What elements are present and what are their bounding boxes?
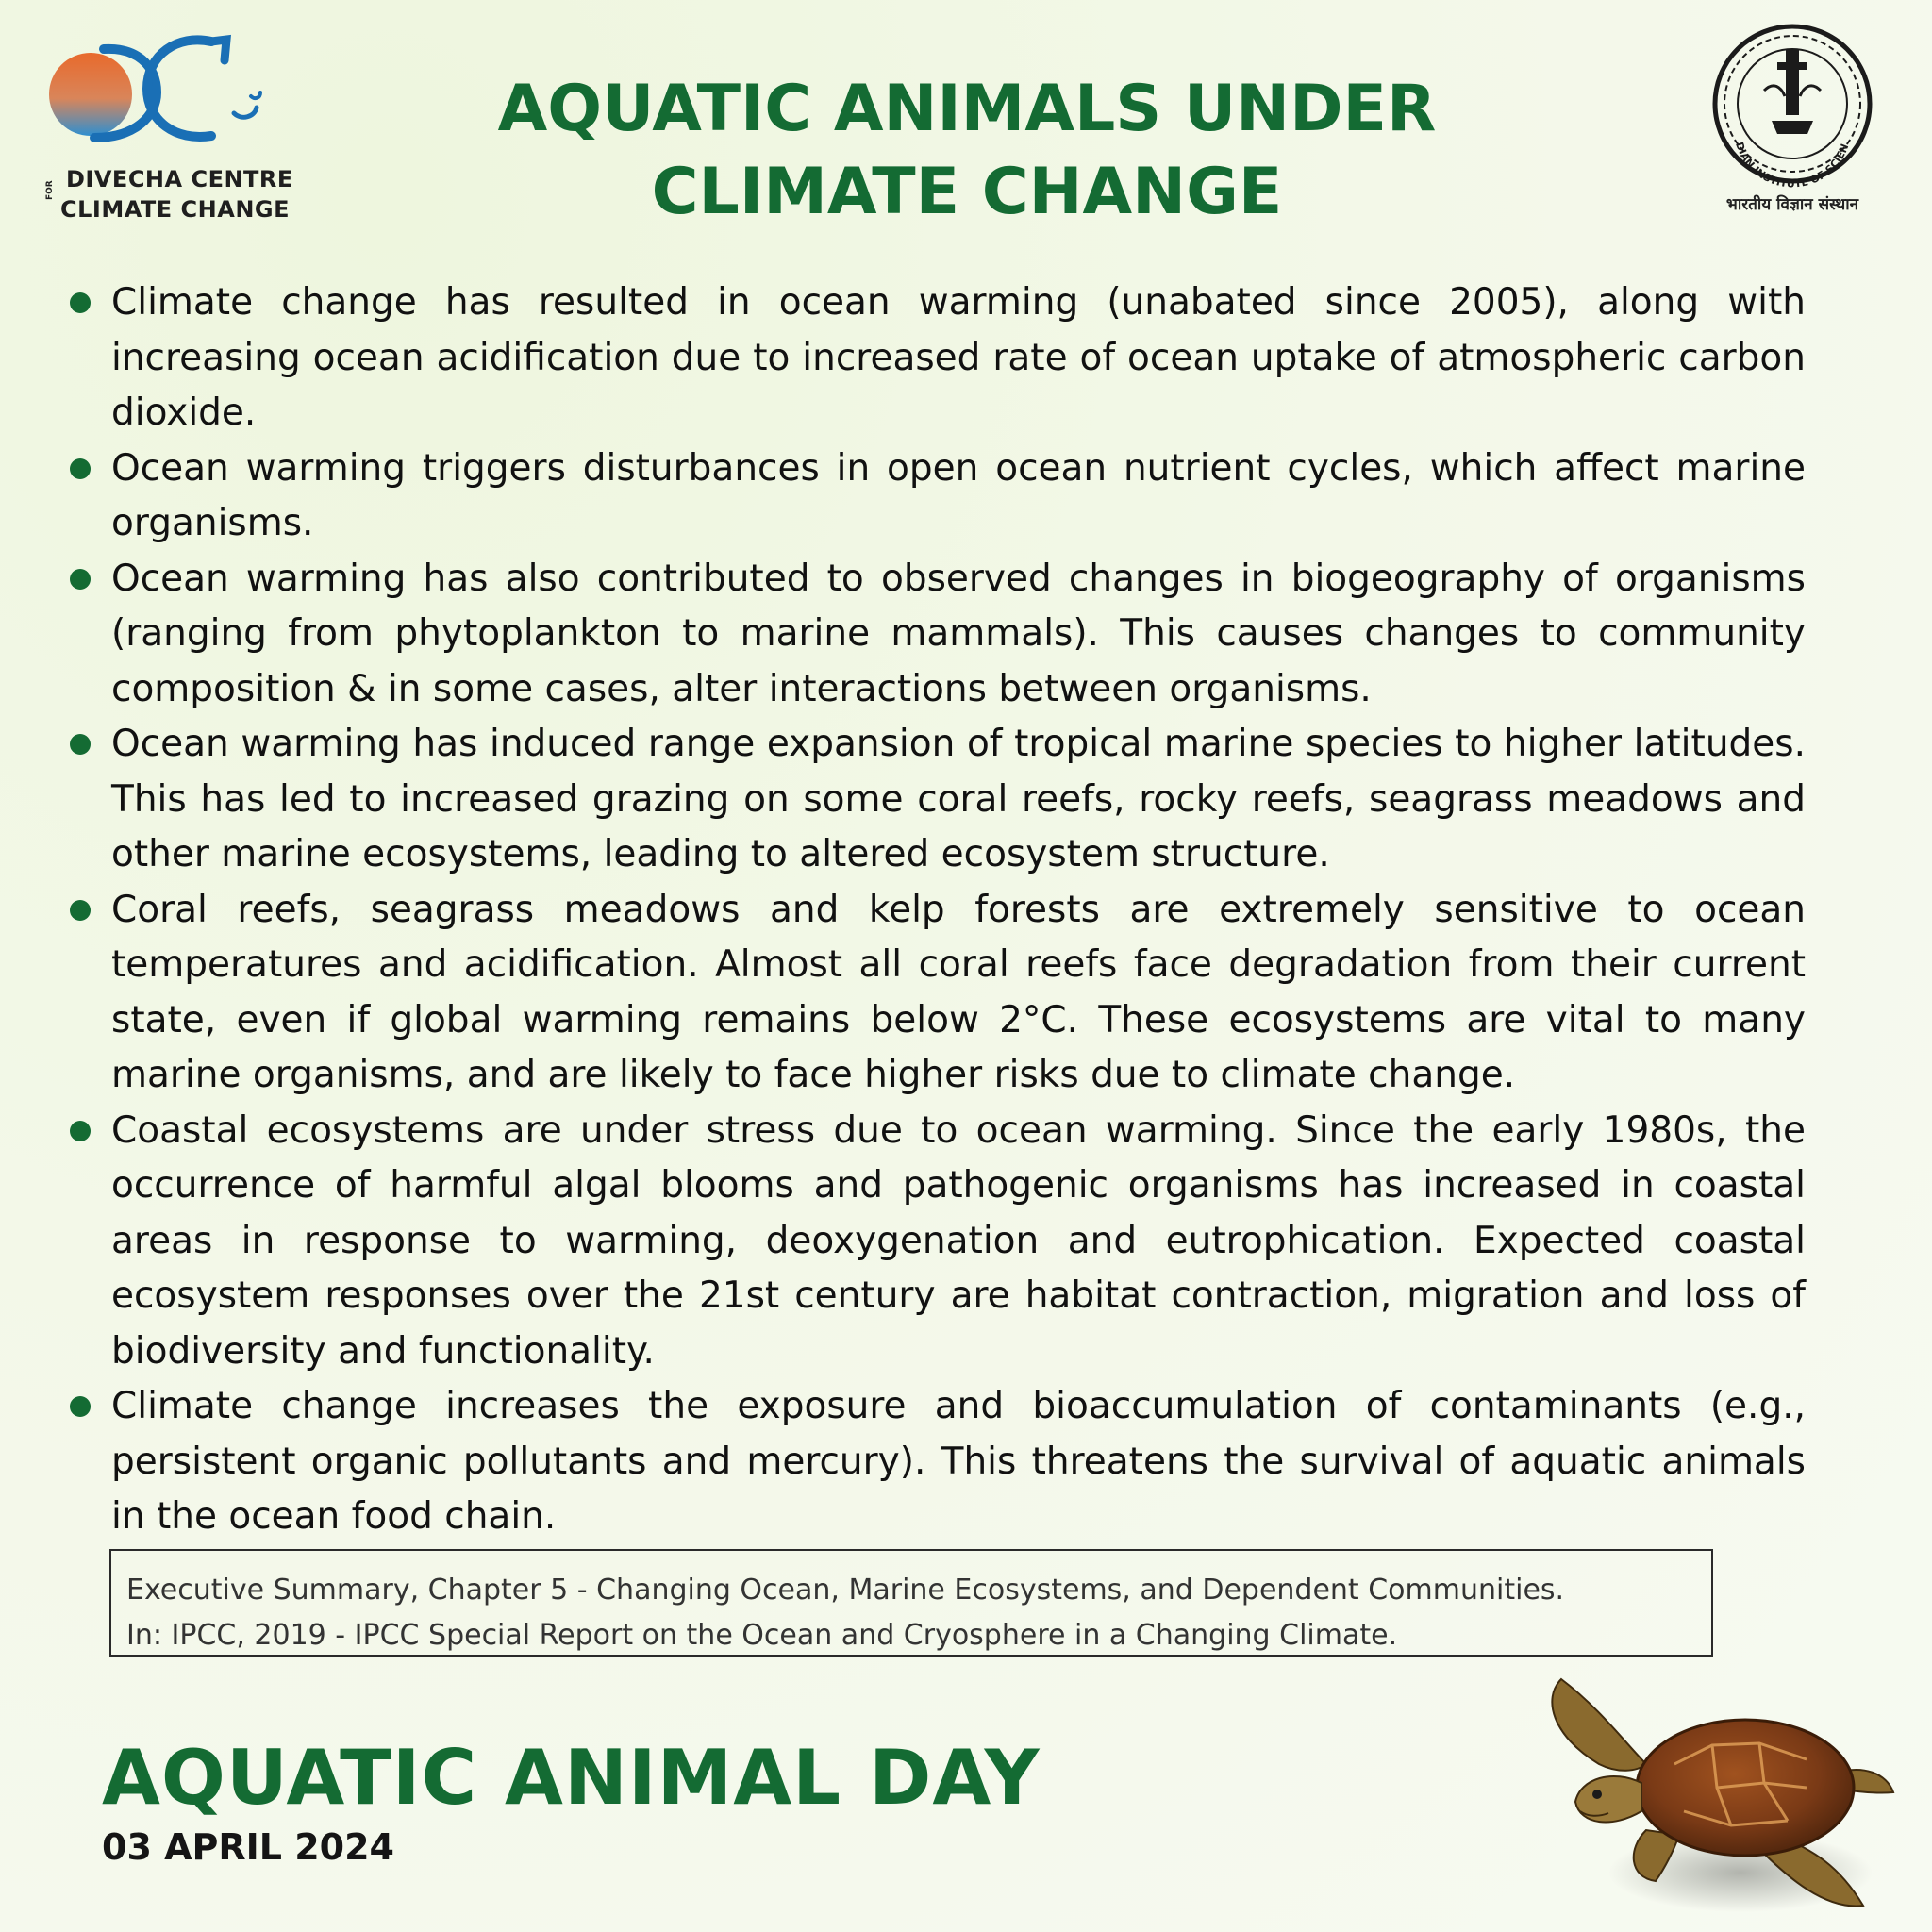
iisc-seal-icon	[1698, 21, 1887, 191]
org-name-line2: CLIMATE CHANGE	[60, 196, 291, 223]
org-name-hindi: भारतीय विज्ञान संस्थान	[1725, 195, 1859, 214]
bullet-dot-icon	[70, 1121, 91, 1141]
fact-text: Climate change increases the exposure and bioaccumulation of contaminants (e.g., persistent organic pollutants and mercury). This threatens the survival of aquatic animals in the ocean food chain.	[111, 1385, 1806, 1538]
page-title: AQUATIC ANIMALS UNDER CLIMATE CHANGE	[497, 72, 1437, 229]
fact-text: Ocean warming triggers disturbances in open ocean nutrient cycles, which affect marine organisms.	[111, 446, 1806, 544]
bullet-dot-icon	[70, 458, 91, 479]
fact-text: Ocean warming has also contributed to observed changes in biogeography of organisms (ranging from phytoplankton to marine mammals). This causes changes to community composition & in some cases, alter interactions between organisms.	[111, 557, 1806, 710]
fact-item	[68, 717, 1806, 883]
event-date: 03 APRIL 2024	[102, 1826, 394, 1868]
reference-line1: Executive Summary, Chapter 5 - Changing Ocean, Marine Ecosystems, and Dependent Communities.	[126, 1574, 1565, 1607]
fact-item	[68, 883, 1806, 1104]
iisc-logo	[1698, 21, 1887, 219]
divecha-centre-logo	[45, 26, 293, 229]
fact-text: Ocean warming has induced range expansion of tropical marine species to higher latitudes. This has led to increased grazing on some coral reefs, rocky reefs, seagrass meadows and other marine ecosystems, leading to altered ecosystem structure.	[111, 723, 1806, 875]
fact-item	[68, 275, 1806, 441]
fact-item	[68, 1104, 1806, 1380]
bullet-dot-icon	[70, 1396, 91, 1417]
fact-text: Coastal ecosystems are under stress due to ocean warming. Since the early 1980s, the occurrence of harmful algal blooms and pathogenic organisms has increased in coastal areas in response to warming, deoxygenation and eutrophication. Expected coastal ecosystem responses over the 21st century are habitat contraction, migration and loss of biodiversity and functionality.	[111, 1108, 1806, 1373]
reference-line2: In: IPCC, 2019 - IPCC Special Report on the Ocean and Cryosphere in a Changing Climate.	[126, 1619, 1398, 1652]
sea-turtle-icon	[1524, 1670, 1901, 1924]
fact-list	[68, 275, 1806, 1545]
bullet-dot-icon	[70, 569, 91, 590]
fact-text: Climate change has resulted in ocean warming (unabated since 2005), along with increasing ocean acidification due to increased rate of ocean uptake of atmospheric carbon dioxide.	[111, 281, 1806, 434]
fact-text: Coral reefs, seagrass meadows and kelp forests are extremely sensitive to ocean temperatures and acidification. Almost all coral reefs face degradation from their current state, even if global warming remains below 2°C. These ecosystems are vital to many marine organisms, and are likely to face higher risks due to climate change.	[111, 888, 1806, 1096]
org-name-line1: DIVECHA CENTRE	[66, 166, 293, 192]
bullet-dot-icon	[70, 292, 91, 313]
event-title: AQUATIC ANIMAL DAY	[102, 1734, 1041, 1822]
bullet-dot-icon	[70, 900, 91, 921]
divecha-centre-logo-icon	[45, 26, 272, 158]
seal-text: DIAN INSTITUTE OF SCIEN	[1733, 140, 1852, 191]
fact-item	[68, 552, 1806, 718]
fact-item	[68, 1379, 1806, 1545]
bullet-dot-icon	[70, 734, 91, 755]
org-name-for: FOR	[45, 180, 55, 200]
fact-item	[68, 441, 1806, 552]
svg-text:INDIAN INSTITUTE OF SCIENCE	[1698, 21, 1851, 190]
reference-box	[109, 1549, 1713, 1657]
